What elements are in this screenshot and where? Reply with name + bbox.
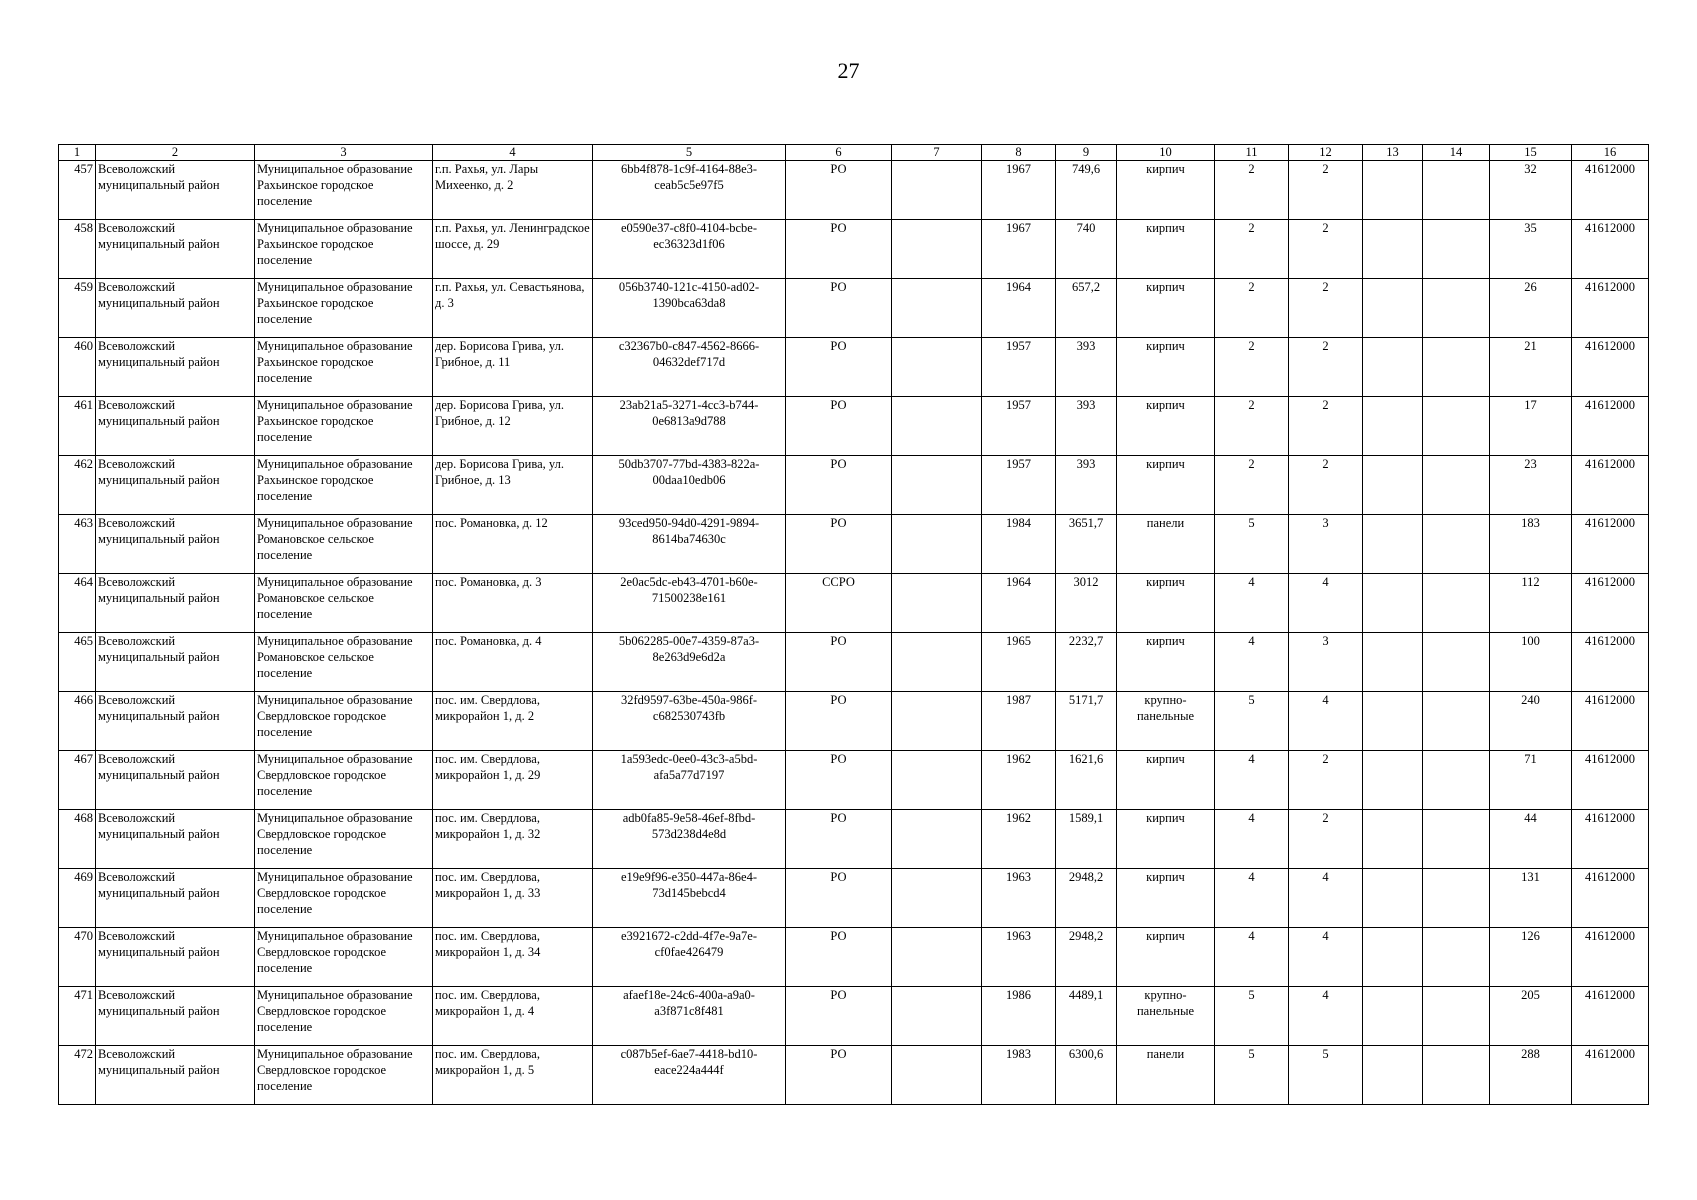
cell-row-number: 457	[59, 161, 96, 220]
cell-col-13	[1363, 338, 1423, 397]
cell-guid: e19e9f96-e350-447a-86e4-73d145bebcd4	[593, 869, 786, 928]
cell-district: Всеволожский муниципальный район	[96, 279, 255, 338]
cell-floors: 4	[1215, 928, 1289, 987]
cell-type: ССРО	[786, 574, 892, 633]
cell-area: 1589,1	[1056, 810, 1117, 869]
table-header-row	[59, 145, 1649, 161]
cell-type: РО	[786, 633, 892, 692]
cell-address: дер. Борисова Грива, ул. Грибное, д. 13	[433, 456, 593, 515]
cell-row-number: 464	[59, 574, 96, 633]
cell-row-number: 462	[59, 456, 96, 515]
cell-municipality: Муниципальное образование Романовское сельское поселение	[255, 633, 433, 692]
cell-guid: afaef18e-24c6-400a-a9a0-a3f871c8f481	[593, 987, 786, 1046]
cell-type: РО	[786, 987, 892, 1046]
cell-col-13	[1363, 397, 1423, 456]
column-header-13: 13	[1363, 145, 1423, 161]
cell-wall-material: кирпич	[1117, 397, 1215, 456]
cell-municipality: Муниципальное образование Рахьинское городское поселение	[255, 338, 433, 397]
cell-oktmo: 41612000	[1572, 751, 1649, 810]
cell-wall-material: кирпич	[1117, 928, 1215, 987]
cell-row-number: 461	[59, 397, 96, 456]
cell-year: 1962	[982, 751, 1056, 810]
cell-entrances: 3	[1289, 633, 1363, 692]
cell-col-14	[1423, 810, 1490, 869]
cell-entrances: 2	[1289, 338, 1363, 397]
cell-floors: 2	[1215, 220, 1289, 279]
cell-floors: 4	[1215, 574, 1289, 633]
cell-district: Всеволожский муниципальный район	[96, 869, 255, 928]
cell-col-13	[1363, 161, 1423, 220]
cell-address: пос. Романовка, д. 4	[433, 633, 593, 692]
cell-entrances: 2	[1289, 397, 1363, 456]
cell-address: г.п. Рахья, ул. Ленинградское шоссе, д. 29	[433, 220, 593, 279]
cell-area: 749,6	[1056, 161, 1117, 220]
cell-address: дер. Борисова Грива, ул. Грибное, д. 12	[433, 397, 593, 456]
cell-type: РО	[786, 1046, 892, 1105]
column-header-12: 12	[1289, 145, 1363, 161]
cell-oktmo: 41612000	[1572, 987, 1649, 1046]
cell-entrances: 5	[1289, 1046, 1363, 1105]
cell-wall-material: крупно-панельные	[1117, 692, 1215, 751]
housing-registry-table	[58, 144, 1649, 1105]
column-header-3: 3	[255, 145, 433, 161]
cell-year: 1984	[982, 515, 1056, 574]
cell-col-7	[892, 751, 982, 810]
cell-residents: 35	[1490, 220, 1572, 279]
cell-entrances: 4	[1289, 869, 1363, 928]
cell-oktmo: 41612000	[1572, 574, 1649, 633]
cell-municipality: Муниципальное образование Свердловское городское поселение	[255, 869, 433, 928]
cell-oktmo: 41612000	[1572, 515, 1649, 574]
cell-residents: 288	[1490, 1046, 1572, 1105]
table-row	[59, 279, 1649, 338]
cell-oktmo: 41612000	[1572, 161, 1649, 220]
column-header-11: 11	[1215, 145, 1289, 161]
cell-district: Всеволожский муниципальный район	[96, 220, 255, 279]
cell-area: 393	[1056, 397, 1117, 456]
cell-oktmo: 41612000	[1572, 1046, 1649, 1105]
cell-col-13	[1363, 1046, 1423, 1105]
cell-type: РО	[786, 810, 892, 869]
cell-wall-material: кирпич	[1117, 574, 1215, 633]
column-header-15: 15	[1490, 145, 1572, 161]
cell-residents: 26	[1490, 279, 1572, 338]
table-row	[59, 928, 1649, 987]
cell-year: 1987	[982, 692, 1056, 751]
cell-row-number: 471	[59, 987, 96, 1046]
cell-entrances: 2	[1289, 279, 1363, 338]
cell-row-number: 458	[59, 220, 96, 279]
column-header-1: 1	[59, 145, 96, 161]
cell-entrances: 4	[1289, 574, 1363, 633]
cell-floors: 4	[1215, 751, 1289, 810]
cell-row-number: 470	[59, 928, 96, 987]
column-header-6: 6	[786, 145, 892, 161]
cell-floors: 4	[1215, 810, 1289, 869]
cell-col-14	[1423, 515, 1490, 574]
table-row	[59, 220, 1649, 279]
cell-entrances: 2	[1289, 456, 1363, 515]
cell-area: 6300,6	[1056, 1046, 1117, 1105]
cell-district: Всеволожский муниципальный район	[96, 574, 255, 633]
cell-col-14	[1423, 161, 1490, 220]
cell-municipality: Муниципальное образование Романовское сельское поселение	[255, 574, 433, 633]
cell-oktmo: 41612000	[1572, 279, 1649, 338]
cell-year: 1967	[982, 220, 1056, 279]
cell-address: г.п. Рахья, ул. Севастьянова, д. 3	[433, 279, 593, 338]
cell-district: Всеволожский муниципальный район	[96, 515, 255, 574]
cell-guid: c32367b0-c847-4562-8666-04632def717d	[593, 338, 786, 397]
cell-guid: e3921672-c2dd-4f7e-9a7e-cf0fae426479	[593, 928, 786, 987]
cell-address: пос. им. Свердлова, микрорайон 1, д. 2	[433, 692, 593, 751]
cell-col-7	[892, 456, 982, 515]
cell-row-number: 459	[59, 279, 96, 338]
cell-row-number: 472	[59, 1046, 96, 1105]
cell-type: РО	[786, 456, 892, 515]
cell-col-14	[1423, 279, 1490, 338]
cell-municipality: Муниципальное образование Свердловское городское поселение	[255, 810, 433, 869]
cell-entrances: 4	[1289, 928, 1363, 987]
cell-floors: 4	[1215, 869, 1289, 928]
cell-year: 1986	[982, 987, 1056, 1046]
cell-district: Всеволожский муниципальный район	[96, 1046, 255, 1105]
cell-residents: 71	[1490, 751, 1572, 810]
page-number: 27	[837, 58, 860, 83]
cell-wall-material: панели	[1117, 515, 1215, 574]
cell-wall-material: крупно-панельные	[1117, 987, 1215, 1046]
cell-address: пос. им. Свердлова, микрорайон 1, д. 34	[433, 928, 593, 987]
cell-col-7	[892, 869, 982, 928]
cell-col-7	[892, 987, 982, 1046]
cell-type: РО	[786, 220, 892, 279]
cell-address: пос. им. Свердлова, микрорайон 1, д. 5	[433, 1046, 593, 1105]
cell-oktmo: 41612000	[1572, 633, 1649, 692]
cell-col-14	[1423, 928, 1490, 987]
cell-area: 740	[1056, 220, 1117, 279]
cell-col-13	[1363, 515, 1423, 574]
cell-year: 1957	[982, 338, 1056, 397]
cell-guid: c087b5ef-6ae7-4418-bd10-eace224a444f	[593, 1046, 786, 1105]
cell-wall-material: кирпич	[1117, 869, 1215, 928]
cell-guid: 5b062285-00e7-4359-87a3-8e263d9e6d2a	[593, 633, 786, 692]
cell-type: РО	[786, 751, 892, 810]
cell-residents: 44	[1490, 810, 1572, 869]
cell-year: 1963	[982, 928, 1056, 987]
table-row	[59, 397, 1649, 456]
table-row	[59, 1046, 1649, 1105]
cell-col-7	[892, 338, 982, 397]
cell-area: 657,2	[1056, 279, 1117, 338]
cell-col-14	[1423, 574, 1490, 633]
cell-district: Всеволожский муниципальный район	[96, 338, 255, 397]
cell-col-14	[1423, 987, 1490, 1046]
cell-col-14	[1423, 1046, 1490, 1105]
cell-row-number: 460	[59, 338, 96, 397]
cell-guid: 6bb4f878-1c9f-4164-88e3-ceab5c5e97f5	[593, 161, 786, 220]
table-row	[59, 692, 1649, 751]
cell-col-14	[1423, 751, 1490, 810]
cell-col-7	[892, 633, 982, 692]
cell-residents: 100	[1490, 633, 1572, 692]
cell-area: 393	[1056, 456, 1117, 515]
cell-year: 1957	[982, 397, 1056, 456]
cell-oktmo: 41612000	[1572, 810, 1649, 869]
cell-col-14	[1423, 338, 1490, 397]
cell-district: Всеволожский муниципальный район	[96, 397, 255, 456]
cell-area: 393	[1056, 338, 1117, 397]
cell-guid: 2e0ac5dc-eb43-4701-b60e-71500238e161	[593, 574, 786, 633]
cell-col-13	[1363, 692, 1423, 751]
cell-municipality: Муниципальное образование Рахьинское городское поселение	[255, 456, 433, 515]
cell-district: Всеволожский муниципальный район	[96, 987, 255, 1046]
cell-entrances: 3	[1289, 515, 1363, 574]
cell-col-13	[1363, 869, 1423, 928]
cell-address: г.п. Рахья, ул. Лары Михеенко, д. 2	[433, 161, 593, 220]
cell-year: 1965	[982, 633, 1056, 692]
cell-oktmo: 41612000	[1572, 692, 1649, 751]
cell-area: 2948,2	[1056, 869, 1117, 928]
cell-col-7	[892, 692, 982, 751]
cell-district: Всеволожский муниципальный район	[96, 161, 255, 220]
cell-col-7	[892, 161, 982, 220]
cell-guid: adb0fa85-9e58-46ef-8fbd-573d238d4e8d	[593, 810, 786, 869]
table-row	[59, 161, 1649, 220]
cell-address: пос. им. Свердлова, микрорайон 1, д. 33	[433, 869, 593, 928]
cell-district: Всеволожский муниципальный район	[96, 692, 255, 751]
cell-address: пос. им. Свердлова, микрорайон 1, д. 4	[433, 987, 593, 1046]
cell-col-13	[1363, 456, 1423, 515]
cell-col-7	[892, 574, 982, 633]
cell-residents: 131	[1490, 869, 1572, 928]
cell-floors: 2	[1215, 338, 1289, 397]
cell-floors: 2	[1215, 456, 1289, 515]
cell-oktmo: 41612000	[1572, 397, 1649, 456]
table-row	[59, 751, 1649, 810]
cell-residents: 112	[1490, 574, 1572, 633]
cell-area: 3651,7	[1056, 515, 1117, 574]
cell-type: РО	[786, 869, 892, 928]
cell-guid: 056b3740-121c-4150-ad02-1390bca63da8	[593, 279, 786, 338]
cell-residents: 126	[1490, 928, 1572, 987]
cell-area: 3012	[1056, 574, 1117, 633]
cell-guid: 23ab21a5-3271-4cc3-b744-0e6813a9d788	[593, 397, 786, 456]
table-row	[59, 633, 1649, 692]
cell-residents: 183	[1490, 515, 1572, 574]
cell-oktmo: 41612000	[1572, 338, 1649, 397]
cell-district: Всеволожский муниципальный район	[96, 456, 255, 515]
cell-wall-material: кирпич	[1117, 751, 1215, 810]
cell-col-7	[892, 515, 982, 574]
cell-address: пос. Романовка, д. 12	[433, 515, 593, 574]
table-row	[59, 456, 1649, 515]
cell-type: РО	[786, 338, 892, 397]
column-header-16: 16	[1572, 145, 1649, 161]
cell-area: 2948,2	[1056, 928, 1117, 987]
table-row	[59, 338, 1649, 397]
cell-col-13	[1363, 574, 1423, 633]
cell-type: РО	[786, 692, 892, 751]
column-header-4: 4	[433, 145, 593, 161]
cell-area: 5171,7	[1056, 692, 1117, 751]
cell-type: РО	[786, 161, 892, 220]
cell-municipality: Муниципальное образование Рахьинское городское поселение	[255, 220, 433, 279]
column-header-14: 14	[1423, 145, 1490, 161]
table-row	[59, 810, 1649, 869]
cell-address: пос. Романовка, д. 3	[433, 574, 593, 633]
cell-wall-material: кирпич	[1117, 220, 1215, 279]
cell-oktmo: 41612000	[1572, 456, 1649, 515]
cell-col-14	[1423, 397, 1490, 456]
table-row	[59, 574, 1649, 633]
cell-oktmo: 41612000	[1572, 928, 1649, 987]
cell-entrances: 2	[1289, 810, 1363, 869]
cell-residents: 205	[1490, 987, 1572, 1046]
cell-col-14	[1423, 220, 1490, 279]
table-row	[59, 869, 1649, 928]
cell-floors: 4	[1215, 633, 1289, 692]
cell-col-7	[892, 810, 982, 869]
cell-col-14	[1423, 692, 1490, 751]
cell-municipality: Муниципальное образование Свердловское городское поселение	[255, 751, 433, 810]
cell-row-number: 469	[59, 869, 96, 928]
cell-floors: 5	[1215, 1046, 1289, 1105]
cell-col-14	[1423, 869, 1490, 928]
table-body	[59, 161, 1649, 1105]
cell-col-14	[1423, 633, 1490, 692]
cell-entrances: 2	[1289, 220, 1363, 279]
column-header-2: 2	[96, 145, 255, 161]
cell-year: 1963	[982, 869, 1056, 928]
cell-guid: 1a593edc-0ee0-43c3-a5bd-afa5a77d7197	[593, 751, 786, 810]
cell-municipality: Муниципальное образование Свердловское городское поселение	[255, 1046, 433, 1105]
cell-residents: 32	[1490, 161, 1572, 220]
cell-row-number: 466	[59, 692, 96, 751]
cell-address: дер. Борисова Грива, ул. Грибное, д. 11	[433, 338, 593, 397]
cell-year: 1962	[982, 810, 1056, 869]
cell-floors: 5	[1215, 987, 1289, 1046]
column-header-8: 8	[982, 145, 1056, 161]
cell-municipality: Муниципальное образование Романовское сельское поселение	[255, 515, 433, 574]
cell-floors: 2	[1215, 397, 1289, 456]
cell-wall-material: кирпич	[1117, 338, 1215, 397]
cell-col-13	[1363, 633, 1423, 692]
cell-col-13	[1363, 987, 1423, 1046]
cell-municipality: Муниципальное образование Свердловское городское поселение	[255, 987, 433, 1046]
cell-entrances: 2	[1289, 751, 1363, 810]
cell-wall-material: кирпич	[1117, 456, 1215, 515]
cell-municipality: Муниципальное образование Рахьинское городское поселение	[255, 161, 433, 220]
cell-guid: e0590e37-c8f0-4104-bcbe-ec36323d1f06	[593, 220, 786, 279]
column-header-9: 9	[1056, 145, 1117, 161]
cell-area: 1621,6	[1056, 751, 1117, 810]
cell-municipality: Муниципальное образование Свердловское городское поселение	[255, 928, 433, 987]
cell-year: 1957	[982, 456, 1056, 515]
cell-area: 2232,7	[1056, 633, 1117, 692]
cell-type: РО	[786, 397, 892, 456]
cell-col-7	[892, 397, 982, 456]
cell-wall-material: кирпич	[1117, 810, 1215, 869]
table-row	[59, 987, 1649, 1046]
cell-col-7	[892, 220, 982, 279]
cell-entrances: 4	[1289, 987, 1363, 1046]
cell-floors: 2	[1215, 161, 1289, 220]
cell-floors: 5	[1215, 515, 1289, 574]
cell-residents: 21	[1490, 338, 1572, 397]
cell-district: Всеволожский муниципальный район	[96, 810, 255, 869]
cell-oktmo: 41612000	[1572, 869, 1649, 928]
cell-guid: 32fd9597-63be-450a-986f-c682530743fb	[593, 692, 786, 751]
cell-type: РО	[786, 928, 892, 987]
cell-entrances: 4	[1289, 692, 1363, 751]
cell-district: Всеволожский муниципальный район	[96, 928, 255, 987]
cell-col-7	[892, 279, 982, 338]
cell-wall-material: панели	[1117, 1046, 1215, 1105]
cell-district: Всеволожский муниципальный район	[96, 751, 255, 810]
cell-floors: 2	[1215, 279, 1289, 338]
cell-address: пос. им. Свердлова, микрорайон 1, д. 32	[433, 810, 593, 869]
cell-year: 1983	[982, 1046, 1056, 1105]
table-row	[59, 515, 1649, 574]
cell-residents: 17	[1490, 397, 1572, 456]
cell-entrances: 2	[1289, 161, 1363, 220]
cell-col-7	[892, 928, 982, 987]
cell-col-13	[1363, 751, 1423, 810]
cell-row-number: 468	[59, 810, 96, 869]
cell-residents: 240	[1490, 692, 1572, 751]
column-header-10: 10	[1117, 145, 1215, 161]
cell-wall-material: кирпич	[1117, 633, 1215, 692]
cell-col-13	[1363, 279, 1423, 338]
cell-col-14	[1423, 456, 1490, 515]
cell-col-13	[1363, 928, 1423, 987]
cell-year: 1964	[982, 279, 1056, 338]
cell-type: РО	[786, 279, 892, 338]
cell-row-number: 463	[59, 515, 96, 574]
cell-floors: 5	[1215, 692, 1289, 751]
cell-municipality: Муниципальное образование Рахьинское городское поселение	[255, 397, 433, 456]
cell-row-number: 467	[59, 751, 96, 810]
cell-municipality: Муниципальное образование Рахьинское городское поселение	[255, 279, 433, 338]
cell-oktmo: 41612000	[1572, 220, 1649, 279]
column-header-5: 5	[593, 145, 786, 161]
cell-row-number: 465	[59, 633, 96, 692]
cell-wall-material: кирпич	[1117, 161, 1215, 220]
cell-guid: 93ced950-94d0-4291-9894-8614ba74630c	[593, 515, 786, 574]
cell-col-7	[892, 1046, 982, 1105]
cell-area: 4489,1	[1056, 987, 1117, 1046]
cell-address: пос. им. Свердлова, микрорайон 1, д. 29	[433, 751, 593, 810]
cell-col-13	[1363, 810, 1423, 869]
cell-district: Всеволожский муниципальный район	[96, 633, 255, 692]
cell-type: РО	[786, 515, 892, 574]
cell-guid: 50db3707-77bd-4383-822a-00daa10edb06	[593, 456, 786, 515]
cell-residents: 23	[1490, 456, 1572, 515]
cell-year: 1964	[982, 574, 1056, 633]
cell-municipality: Муниципальное образование Свердловское городское поселение	[255, 692, 433, 751]
column-header-7: 7	[892, 145, 982, 161]
cell-wall-material: кирпич	[1117, 279, 1215, 338]
cell-year: 1967	[982, 161, 1056, 220]
cell-col-13	[1363, 220, 1423, 279]
